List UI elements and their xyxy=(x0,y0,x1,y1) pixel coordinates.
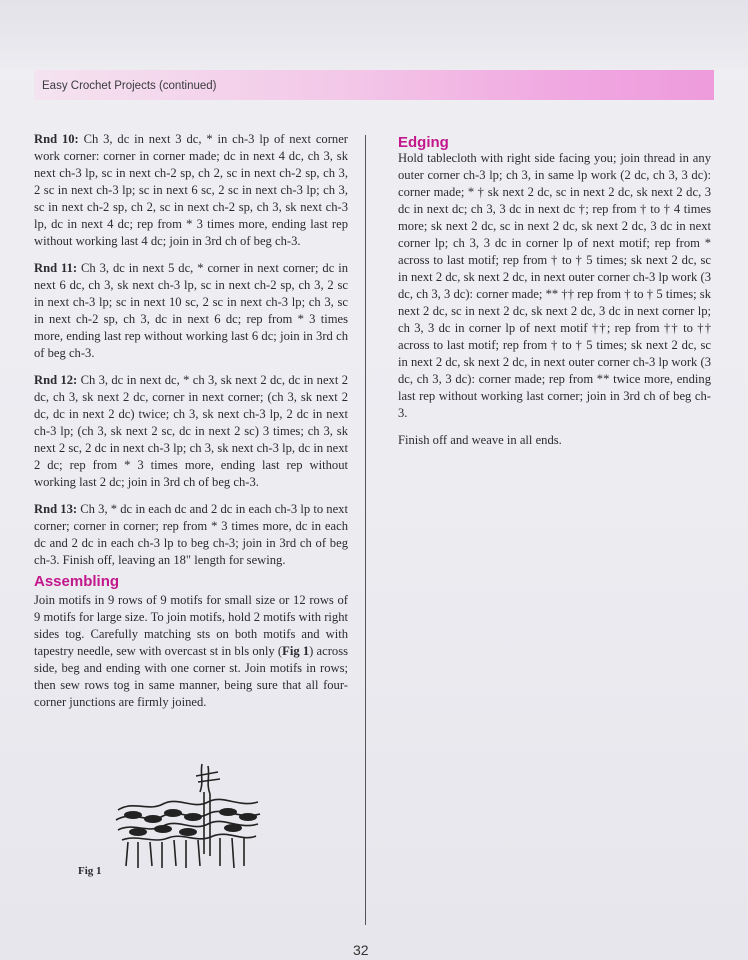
round-12 xyxy=(34,372,348,491)
edging-text: Hold tablecloth with right side facing you; join thread in any outer corner ch-3 lp; ch 3, in same lp work (2 dc, ch 3, 3 dc): corner made; * † sk next 2 dc, sc in next 2 dc, sk next 2 dc, 3 dc in next dc; ch 3, 3 dc in next dc †; rep from † to † 4 times more; sk next 2 dc, sc in next 2 dc, sk next 2 dc, 3 dc in next corner lp; ch 3, 3 dc in corner lp of next motif; rep from * across to last motif; rep from † to † 5 times; sk next 2 dc, sc in next 2 dc, sk next 2 dc, in next outer corner ch-3 lp work (3 dc, ch 3, 3 dc): corner made; ** †† rep from † to † 5 times; sk next 2 dc, sc in next 2 dc, sk next 2 dc, 3 dc in next corner lp; ch 3, 3 dc in corner lp of next motif ††; rep from †† to †† across to last motif; rep from † to † 5 times; sk next 2 dc, sc in next 2 dc, sk next 2 dc, in next outer corner ch-3 lp work (3 dc, ch 3, 3 dc): corner made; rep from ** twice more, ending last rep without working last corner; join in 3rd ch of beg ch-3. xyxy=(398,151,711,420)
right-column xyxy=(398,150,711,459)
round-text: Ch 3, dc in next dc, * ch 3, sk next 2 dc, dc in next 2 dc, ch 3, sk next 2 dc, corner in next corner; (ch 3, sk next 2 dc, dc in next 2 dc) twice; ch 3, sk next ch-3 lp, 2 dc in next ch-3 lp; (ch 3, sk next 2 sc, dc in next 2 sc) 3 times; ch 3, sk next 2 sc, 2 dc in next ch-3 lp; ch 3, sk next ch-3 lp, dc in next 2 dc; rep from * 3 times more, ending last rep without working last 2 dc; join in 3rd ch of beg ch-3. xyxy=(34,373,348,489)
fig-reference: Fig 1 xyxy=(282,644,310,658)
round-13 xyxy=(34,501,348,569)
figure-1-illustration xyxy=(108,762,268,880)
round-11 xyxy=(34,260,348,362)
assembling-text-part: ) across side, beg and ending with one corner st. Join motifs in rows; then sew rows tog in same manner, being sure that all four-corner junctions are firmly joined. xyxy=(34,644,348,709)
round-label: Rnd 11: xyxy=(34,261,78,275)
round-text: Ch 3, dc in next 3 dc, * in ch-3 lp of next corner work corner: corner in corner made; dc in next 4 dc, ch 3, sk next ch-3 lp, sc in next ch-2 sp, ch 2, sc in next ch-2 sp, ch 3, 2 sc in next ch-3 lp; sc in next 6 sc, 2 sc in next ch-3 lp; ch 3, sc in next ch-2 sp, ch 2, sc in next ch-2 sp, ch 3, sk next ch-3 lp, dc in next 4 dc; rep from * 3 times more, ending last rep without working last 4 dc; join in 3rd ch of beg ch-3. xyxy=(34,132,348,248)
round-text: Ch 3, dc in next 5 dc, * corner in next corner; dc in next 6 dc, ch 3, sk next ch-3 lp, sc in next ch-2 sp, ch 3, 2 sc in next ch-3 lp; sc in next 10 sc, 2 sc in next ch-3 lp; ch 3, sc in next ch-2 sp, ch 3, dc in next 6 dc; rep from * 3 times more, ending last rep without working last 6 dc; join in 3rd ch of beg ch-3. xyxy=(34,261,348,360)
overcast-stitch-diagram xyxy=(108,762,268,880)
finish-text: Finish off and weave in all ends. xyxy=(398,433,562,447)
column-divider xyxy=(365,135,366,925)
round-label: Rnd 12: xyxy=(34,373,78,387)
assembling-heading: Assembling xyxy=(34,573,120,590)
header-title: Easy Crochet Projects (continued) xyxy=(42,80,217,92)
round-label: Rnd 10: xyxy=(34,132,79,146)
round-10 xyxy=(34,131,348,250)
assembling-text-part: Join motifs in 9 rows of 9 motifs for small size or 12 rows of 9 motifs for large size. To join motifs, hold 2 motifs with right sides tog. Carefully matching sts on both motifs and with tapestry needle, sew with overcast st in bls only ( xyxy=(34,593,348,658)
figure-label: Fig 1 xyxy=(78,865,102,877)
edging-heading: Edging xyxy=(398,134,449,151)
assembling-text xyxy=(34,592,348,711)
page-number: 32 xyxy=(353,942,369,958)
round-label: Rnd 13: xyxy=(34,502,78,516)
left-column xyxy=(34,131,348,721)
page-top-shadow xyxy=(0,0,748,70)
round-text: Ch 3, * dc in each dc and 2 dc in each ch-3 lp to next corner; corner in corner; rep from * 3 times more, dc in each dc and 2 dc in each ch-3 lp to beg ch-3; join in 3rd ch of beg ch-3. Finish off, leaving an 18" length for sewing. xyxy=(34,502,348,567)
